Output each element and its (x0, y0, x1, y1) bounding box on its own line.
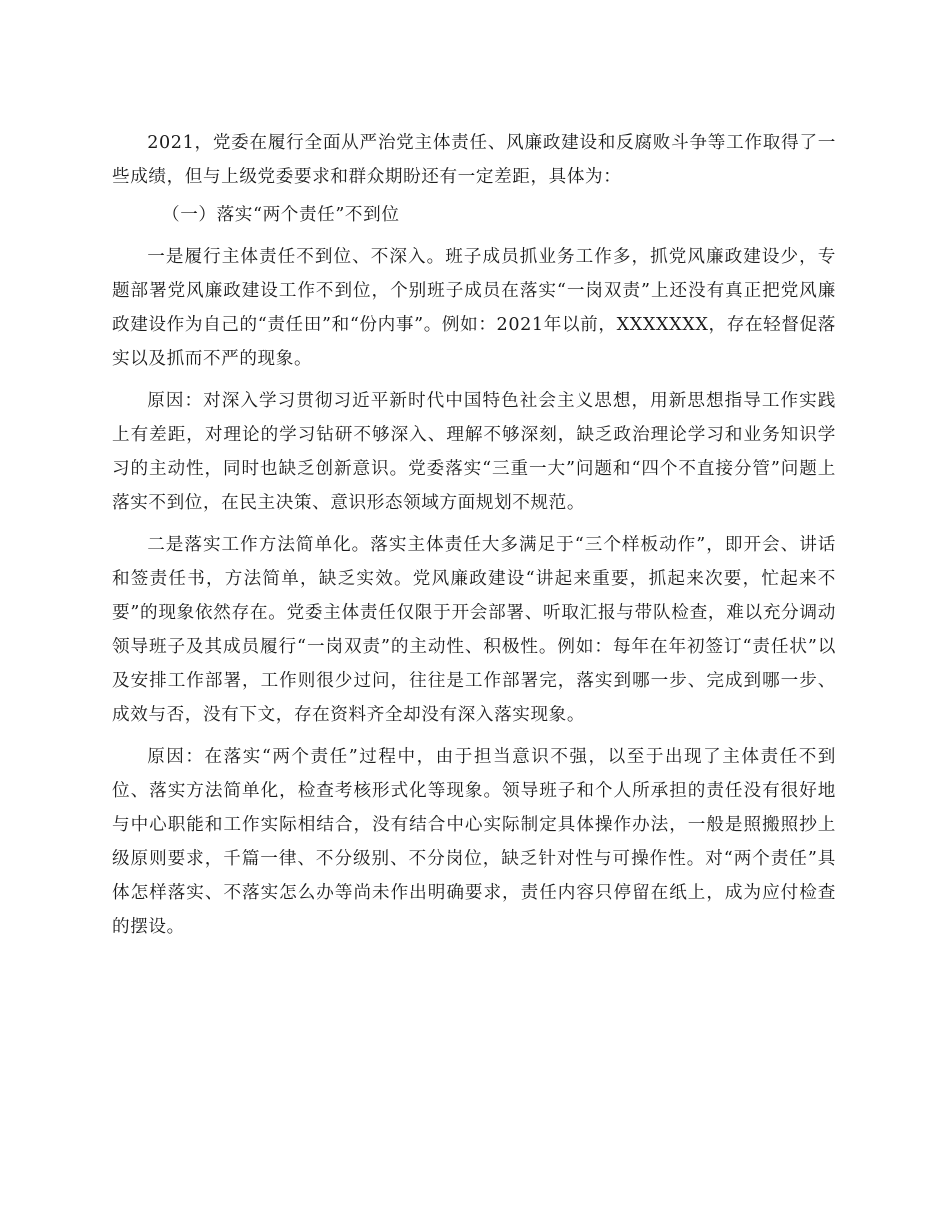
paragraph-reason-2: 原因：在落实“两个责任”过程中，由于担当意识不强，以至于出现了主体责任不到位、落实方法简单化，检查考核形式化等现象。领导班子和个人所承担的责任没有很好地与中心职能和工作实际相结合，没有结合中心实际制定具体操作办法，一般是照搬照抄上级原则要求，千篇一律、不分级别、不分岗位，缺乏针对性与可操作性。对“两个责任”具体怎样落实、不落实怎么办等尚未作出明确要求，责任内容只停留在纸上，成为应付检查的摆设。 (112, 747, 836, 937)
paragraph-issue-2: 二是落实工作方法简单化。落实主体责任大多满足于“三个样板动作”，即开会、讲话和签责任书，方法简单，缺乏实效。党风廉政建设“讲起来重要，抓起来次要，忙起来不要”的现象依然存在。党委主体责任仅限于开会部署、听取汇报与带队检查，难以充分调动领导班子及其成员履行“一岗双责”的主动性、积极性。例如：每年在年初签订“责任状”以及安排工作部署，工作则很少过问，往往是工作部署完，落实到哪一步、完成到哪一步、成效与否，没有下文，存在资料齐全却没有深入落实现象。 (112, 535, 836, 725)
paragraph-reason-1: 原因：对深入学习贯彻习近平新时代中国特色社会主义思想，用新思想指导工作实践上有差距，对理论的学习钻研不够深入、理解不够深刻，缺乏政治理论学习和业务知识学习的主动性，同时也缺乏创新意识。党委落实“三重一大”问题和“四个不直接分管”问题上落实不到位，在民主决策、意识形态领域方面规划不规范。 (112, 391, 836, 513)
section-heading: （一）落实“两个责任”不到位 (162, 205, 400, 225)
paragraph-issue-1: 一是履行主体责任不到位、不深入。班子成员抓业务工作多，抓党风廉政建设少，专题部署党风廉政建设工作不到位，个别班子成员在落实“一岗双责”上还没有真正把党风廉政建设作为自己的“责任田”和“份内事”。例如：2021年以前，XXXXXXX，存在轻督促落实以及抓而不严的现象。 (112, 247, 836, 369)
intro-paragraph: 2021，党委在履行全面从严治党主体责任、风廉政建设和反腐败斗争等工作取得了一些成绩，但与上级党委要求和群众期盼还有一定差距，具体为： (112, 133, 836, 187)
document-page (112, 126, 836, 944)
